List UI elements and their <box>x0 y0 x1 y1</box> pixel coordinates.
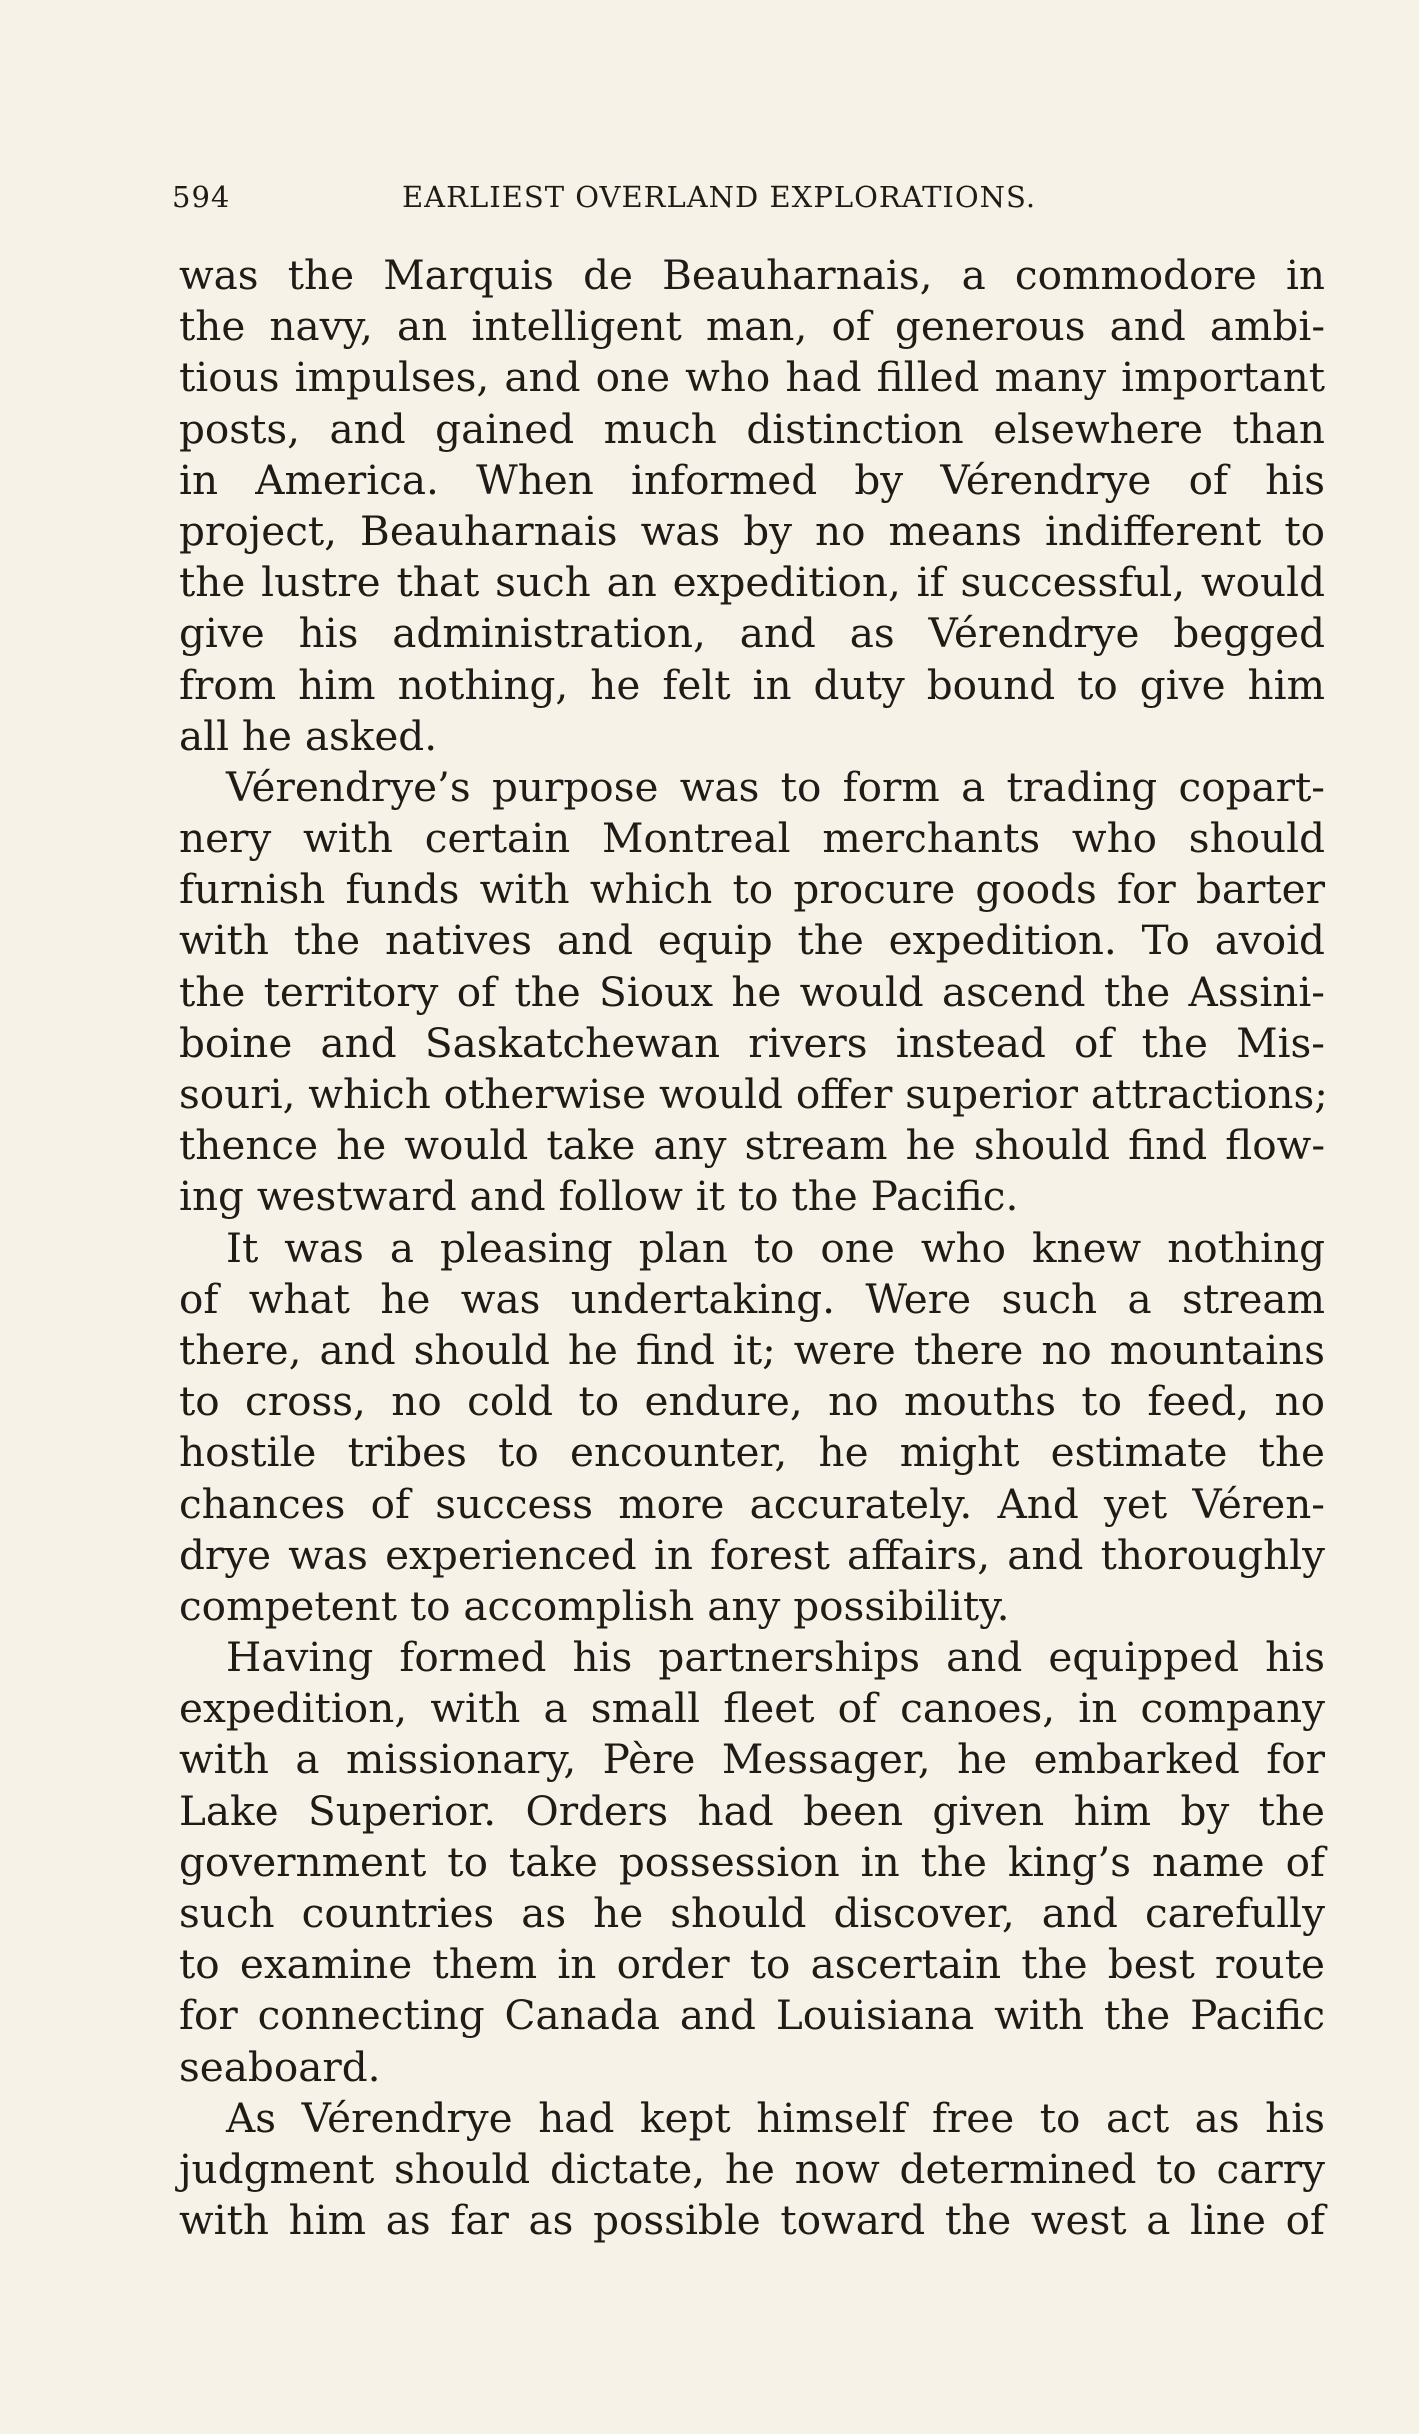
text-line: Having formed his partnerships and equipped his <box>226 1633 1325 1682</box>
text-line: from him nothing, he felt in duty bound to give him <box>179 660 1325 709</box>
text-line: project, Beauharnais was by no means indifferent to <box>179 506 1325 555</box>
text-line: Vérendrye’s purpose was to form a trading copart- <box>226 762 1325 811</box>
text-line: chances of success more accurately. And yet Véren- <box>179 1479 1325 1528</box>
text-line: thence he would take any stream he should find flow- <box>179 1121 1325 1170</box>
text-line: souri, which otherwise would offer superior attractions; <box>179 1070 1328 1118</box>
page-number: 594 <box>172 180 231 214</box>
text-line: the lustre that such an expedition, if successful, would <box>179 558 1325 607</box>
text-line: for connecting Canada and Louisiana with the Pacific <box>179 1991 1325 2040</box>
text-line: with him as far as possible toward the west a line of <box>179 2196 1325 2245</box>
text-line: the territory of the Sioux he would ascend the Assini- <box>179 967 1325 1016</box>
text-line: hostile tribes to encounter, he might estimate the <box>179 1428 1325 1477</box>
running-title: EARLIEST OVERLAND EXPLORATIONS. <box>402 180 1037 214</box>
text-line: of what he was undertaking. Were such a stream <box>179 1274 1325 1323</box>
text-line: with the natives and equip the expedition. To avoid <box>179 916 1325 965</box>
text-line: the navy, an intelligent man, of generous and ambi- <box>179 302 1325 351</box>
text-line: government to take possession in the king’s name of <box>179 1837 1325 1886</box>
text-line: boine and Saskatchewan rivers instead of the Mis- <box>179 1018 1325 1067</box>
text-line: Lake Superior. Orders had been given him by the <box>179 1786 1325 1835</box>
text-line: tious impulses, and one who had filled many important <box>179 353 1325 402</box>
text-line: judgment should dictate, he now determined to carry <box>179 2144 1325 2193</box>
text-line: It was a pleasing plan to one who knew nothing <box>226 1223 1325 1272</box>
text-line: was the Marquis de Beauharnais, a commodore in <box>179 251 1325 299</box>
text-line: give his administration, and as Vérendrye begged <box>179 609 1325 658</box>
text-line: in America. When informed by Vérendrye of his <box>179 455 1325 504</box>
text-line: to examine them in order to ascertain the best route <box>179 1940 1325 1989</box>
text-line: furnish funds with which to procure goods for barter <box>179 865 1325 914</box>
text-line: competent to accomplish any possibility. <box>179 1581 1010 1630</box>
text-line: there, and should he find it; were there no mountains <box>179 1325 1325 1374</box>
text-line: posts, and gained much distinction elsewhere than <box>179 404 1325 453</box>
text-line: ing westward and follow it to the Pacific. <box>179 1172 1019 1221</box>
text-line: drye was experienced in forest affairs, and thoroughly <box>179 1530 1325 1579</box>
text-line: such countries as he should discover, and carefully <box>179 1889 1325 1937</box>
running-head <box>172 180 1322 240</box>
text-line: seaboard. <box>179 2042 381 2091</box>
text-line: As Vérendrye had kept himself free to act as his <box>226 2093 1325 2142</box>
text-line: with a missionary, Père Messager, he embarked for <box>179 1735 1325 1784</box>
text-line: expedition, with a small fleet of canoes, in company <box>179 1684 1325 1733</box>
text-line: all he asked. <box>179 711 438 760</box>
text-line: nery with certain Montreal merchants who should <box>179 814 1325 863</box>
body-text <box>179 250 1328 2246</box>
text-line: to cross, no cold to endure, no mouths to feed, no <box>179 1377 1325 1426</box>
